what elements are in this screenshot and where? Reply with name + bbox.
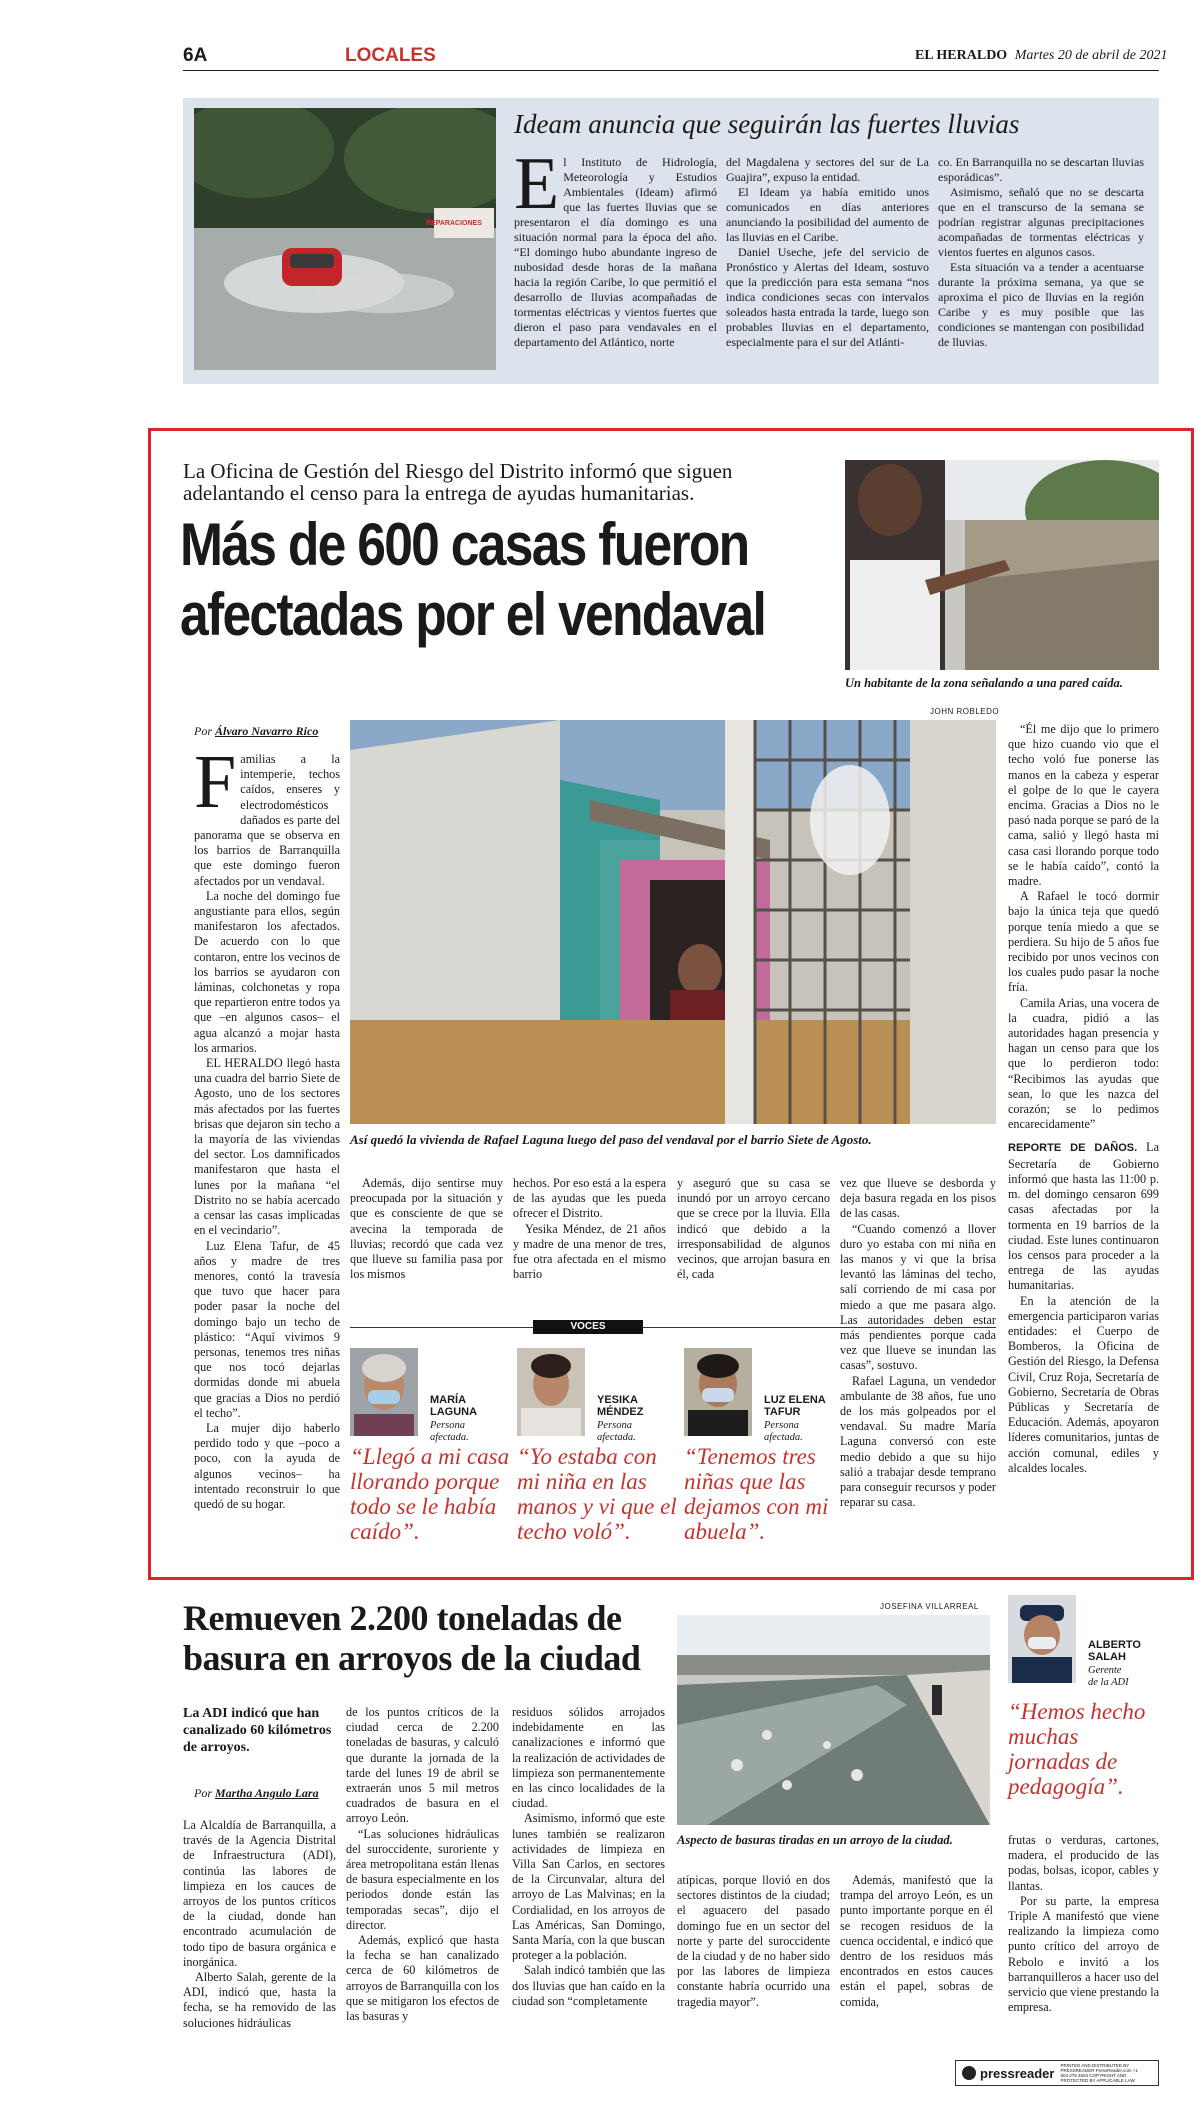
- main-byline: [194, 724, 318, 739]
- main-headline: [180, 510, 766, 650]
- voice-name: LUZ ELENA TAFUR: [764, 1394, 826, 1418]
- main-byline-author: Álvaro Navarro Rico: [215, 724, 319, 738]
- voice-quote: “Yo estaba con mi niña en las manos y vi que el techo voló”.: [517, 1444, 677, 1544]
- bottom-col-3: [512, 1705, 665, 2009]
- bottom-byline: [194, 1786, 319, 1801]
- yesika-portrait: [517, 1348, 585, 1436]
- main-photo-caption: Así quedó la vivienda de Rafael Laguna luego del paso del vendaval por el barrio Siete de Agosto.: [350, 1132, 872, 1147]
- main-col-1-p2: La noche del domingo fue angustiante para ellos, según manifestaron los afectados. De acuerdo con lo que contaron, entre los vecinos de los barrios se ayudaron con láminas, colchonetas y ropa que repartieron entre todos ya que –en algunos casos– el agua alcanzó a mojar hasta los armarios.: [194, 888, 340, 1055]
- voice-name: MARÍA LAGUNA: [430, 1394, 478, 1418]
- issue-date: Martes 20 de abril de 2021: [1014, 48, 1168, 63]
- main-col-6-p2: A Rafael le tocó dormir bajo la única teja que quedó porque tenía miedo a que se perdiera. Su hijo de 5 años fue recibido por unos vecinos con los cuales pudo pasar la noche fría.: [1008, 889, 1159, 995]
- voces-label: VOCES: [533, 1320, 643, 1334]
- bottom-headline: [183, 1598, 653, 1678]
- side-photo-illustration: [845, 460, 1159, 670]
- bottom-byline-author: Martha Angulo Lara: [215, 1786, 319, 1800]
- pressreader-badge[interactable]: [955, 2060, 1159, 2086]
- bottom-col-6: [1008, 1833, 1159, 2015]
- flooded-street-illustration: [194, 108, 496, 370]
- bottom-photo-caption: Aspecto de basuras tiradas en un arroyo de la ciudad.: [677, 1833, 953, 1847]
- main-headline-line-1: Más de 600 casas fueron: [180, 511, 749, 578]
- top-story-title: Ideam anuncia que seguirán las fuertes lluvias: [514, 109, 1020, 139]
- side-photo: [845, 460, 1159, 670]
- main-col-3-p1: hechos. Por eso está a la espera de las ayudas que les pueda ofrecer el Distrito.: [513, 1176, 666, 1221]
- main-col-6-p5: En la atención de la emergencia participaron varias entidades: el Cuerpo de Bomberos, la Oficina de Gestión del Riesgo, la Defensa Civil, Cruz Roja, Secretaría de Gobierno, Secretaría de Obras Públicas y Secretaría de Educación. Además, apoyaron líderes comunitarios, juntas de acción comunal, ediles y alcaldes locales.: [1008, 1293, 1159, 1475]
- main-col-1-p4: Luz Elena Tafur, de 45 años y madre de tres menores, contó la travesía que tuvo que hacer para poder pasar la noche del domingo bajo un techo de plástico: “Aquí vivimos 9 personas, tenemos tres niñas que nos tocó dejarlas dormidas donde mi abuela que gracias a Dios no perdió el techo”.: [194, 1238, 340, 1420]
- voice-maria: [350, 1348, 510, 1548]
- pressreader-fine-print: PRINTED AND DISTRIBUTED BY PRESSREADER PressReader.com +1 604 278 4604 COPYRIGHT AND PROTECTED BY APPLICABLE LAW: [1060, 2063, 1138, 2083]
- pressreader-logo-icon: [962, 2066, 976, 2080]
- voice-quote: “Llegó a mi casa llorando porque todo se le había caído”.: [350, 1444, 510, 1544]
- main-col-1: [194, 740, 340, 1512]
- photo-sign: REPARACIONES: [426, 220, 482, 227]
- flooded-street-photo: [194, 108, 496, 370]
- voice-yesika: [517, 1348, 677, 1548]
- bottom-col-5-p1: Además, manifestó que la trampa del arroyo León, es un punto importante porque en él se recogen residuos de la cuenca occidental, e indicó que dentro de los residuos más encontrados en estos cauces están el papel, sobras de comida,: [840, 1873, 993, 2009]
- avatar: [684, 1348, 752, 1436]
- top-col-3-p2: Asimismo, señaló que no se descarta que en el transcurso de la semana se podrían registrar algunas precipitaciones acompañadas de tormentas eléctricas y vientos fuertes en algunos casos.: [938, 185, 1144, 259]
- header-rule: [183, 70, 1159, 71]
- bottom-col-3-p2: Asimismo, informó que este lunes también se realizaron actividades de limpieza en Villa San Carlos, en sectores de la Circunvalar, altura del arroyo de Las Malvinas; en la Cordialidad, en los arroyos de Las Américas, San Domingo, Santa María, con la que buscan proteger a la población.: [512, 1811, 665, 1963]
- profile-quote: “Hemos hecho muchas jornadas de pedagogía”.: [1008, 1699, 1146, 1799]
- damage-report-subhead: REPORTE DE DAÑOS.: [1008, 1142, 1138, 1155]
- main-photo-credit: JOHN ROBLEDO: [930, 707, 1000, 716]
- top-story-col-2: [726, 155, 929, 350]
- top-col-3-p1: co. En Barranquilla no se descartan lluvias esporádicas”.: [938, 155, 1144, 184]
- main-col-1-p1: amilias a la intemperie, techos caídos, enseres y electrodomésticos dañados es parte del panorama que se observa en los barrios de Barranquilla que este domingo fueron afectados por un vendaval.: [194, 752, 340, 888]
- main-headline-line-2: afectadas por el vendaval: [180, 581, 766, 648]
- maria-portrait: [350, 1348, 418, 1436]
- avatar: [517, 1348, 585, 1436]
- main-col-4-text: y aseguró que su casa se inundó por un arroyo cercano que se crece por la lluvia. Ella indicó que debido a la irresponsabilidad de algunos vecinos, que arrojan basura en él, cada: [677, 1176, 830, 1282]
- main-col-5-p2: “Cuando comenzó a llover duro yo estaba con mi niña en las manos y vi que la brisa levantó las láminas del techo, salí corriendo de mi casa por miedo a que me pasara algo. Las autoridades deben estar más pendientes porque cada vez que llueve se inundan las casas”, sostuvo.: [840, 1221, 996, 1373]
- top-col-1-text: l Instituto de Hidrología, Meteorología y Estudios Ambientales (Ideam) afirmó que las fuertes lluvias que se presentaron el día domingo es una situación normal para la época del año. “El domingo hubo abundante ingreso de nubosidad desde horas de la mañana hacia la región Caribe, lo que permitió el desarrollo de lluvias acompañadas de tormentas eléctricas y vientos fuertes que dieron el paso para vendavales en el departamento del Atlántico, norte: [514, 155, 717, 349]
- newspaper-name: EL HERALDO: [915, 48, 1008, 63]
- main-col-1-p5: La mujer dijo haberlo perdido todo y que –poco a poco, con la ayuda de algunos vecinos– ha intentado reconstruir lo que quedó de su hogar.: [194, 1420, 340, 1511]
- top-col-3-p3: Esta situación va a tender a acentuarse durante la próxima semana, ya que se aproxima el pico de lluvias en la región Caribe y es muy posible que las condiciones se mantengan con posibilidad de lluvias.: [938, 260, 1144, 349]
- voice-luz-elena: [684, 1348, 844, 1548]
- voice-quote: “Tenemos tres niñas que las dejamos con mi abuela”.: [684, 1444, 829, 1544]
- bottom-col-4-p1: atípicas, porque llovió en dos sectores distintos de la ciudad; el aguacero del pasado domingo fue en un sector del norte y parte del suroccidente de la ciudad y de no haber sido por las labores de limpieza constante habría ocurrido una tragedia mayor”.: [677, 1873, 830, 2009]
- page-number: 6A: [183, 45, 208, 66]
- bottom-col-2-p3: Además, explicó que hasta la fecha se han canalizado cerca de 60 kilómetros de arroyos de Barranquilla con los que se mitigaron los efectos de las basuras y: [346, 1933, 499, 2024]
- voice-role: Persona afectada.: [764, 1420, 803, 1443]
- bottom-col-3-p3: Salah indicó también que las dos lluvias que han caído en la ciudad son “completamente: [512, 1963, 665, 2008]
- top-dropcap: E: [514, 143, 560, 225]
- bottom-col-2-p1: de los puntos críticos de la ciudad cerca de 2.200 toneladas de basuras, y calculó que durante la jornada de la tarde del lunes 19 de abril se extraerán unos 5 mil metros cuadrados de basura en el arroyo León.: [346, 1705, 499, 1826]
- main-col-6-p3: Camila Arias, una vocera de la cuadra, pidió a las autoridades hagan presencia y hagan un censo para que los que lo perdieron todo: “Recibimos las ayudas que sean, lo que les nazca del corazón; se lo pedimos encarecidamente”: [1008, 995, 1159, 1132]
- bottom-col-4: [677, 1873, 830, 2010]
- voice-role: Persona afectada.: [597, 1420, 636, 1443]
- avatar: [350, 1348, 418, 1436]
- top-col-2-p2: El Ideam ya había emitido unos comunicados en días anteriores anunciando la posibilidad del aumento de las lluvias en el Caribe.: [726, 185, 929, 244]
- bottom-col-6-p2: Por su parte, la empresa Triple A manifestó que viene realizando la limpieza como punto crítico del arroyo de Rebolo e invitó a los barranquilleros a hacer uso del servicio que viene prestando la empresa.: [1008, 1893, 1159, 2015]
- main-col-1-p3: EL HERALDO llegó hasta una cuadra del barrio Siete de Agosto, uno de los sectores más afectados por las fuertes brisas que dejaron sin techo a la mayoría de las viviendas del sector. Los damnificados manifestaron que hasta el lunes por la mañana “el Distrito no se había acercado a censar las casas implicadas en el vecindario”.: [194, 1056, 340, 1238]
- main-dropcap: F: [194, 740, 237, 824]
- main-col-5-p3: Rafael Laguna, un vendedor ambulante de 38 años, fue uno de los más golpeados por el vendaval. Su madre María Laguna conversó con este medio debido a que su hijo salió a trabajar desde temprano para conseguir recursos y poder reparar su casa.: [840, 1373, 996, 1510]
- side-photo-caption: Un habitante de la zona señalando a una pared caída.: [845, 676, 1123, 690]
- profile-name: ALBERTO SALAH: [1088, 1639, 1141, 1663]
- avatar: [1008, 1595, 1076, 1683]
- bottom-col-2: [346, 1705, 499, 2024]
- top-story-col-1: [514, 143, 717, 350]
- bottom-col-1: [183, 1818, 336, 2031]
- main-col-5-p1: vez que llueve se desborda y deja basura regada en los pisos de las casas.: [840, 1176, 996, 1221]
- salah-portrait: [1008, 1595, 1076, 1683]
- top-col-2-p1: del Magdalena y sectores del sur de La Guajira”, expuso la entidad.: [726, 155, 929, 184]
- main-col-6: [1008, 722, 1159, 1476]
- main-col-3-p2: Yesika Méndez, de 21 años y madre de una menor de tres, fue otra afectada en el mismo barrio: [513, 1221, 666, 1282]
- main-col-6-report: [1008, 1140, 1159, 1293]
- profile-role: Gerente de la ADI: [1088, 1665, 1129, 1688]
- main-col-6-p1: “Él me dijo que lo primero que hizo cuando vio que el techo voló fue ponerse las manos en la cabeza y esperar el golpe de lo que le cayera encima. Gracias a Dios no le pasó nada porque se paró de la cama, salió y llegó hasta mi casa casi llorando porque todo se le había caído”, contó la madre.: [1008, 722, 1159, 889]
- creek-trash-photo: [677, 1615, 990, 1825]
- top-story-col-3: [938, 155, 1144, 350]
- bottom-deck: La ADI indicó que han canalizado 60 kilómetros de arroyos.: [183, 1706, 332, 1755]
- bottom-photo-credit: JOSEFINA VILLARREAL: [880, 1602, 979, 1611]
- main-col-6-p4: La Secretaría de Gobierno informó que hasta las 11:00 p. m. del domingo censaron 699 casas afectadas por la tormenta en 19 barrios de la ciudad. Este lunes continuaron los censos para proceder a la entrega de las ayudas humanitarias.: [1008, 1140, 1159, 1293]
- damaged-house-illustration: [350, 720, 996, 1124]
- voice-role: Persona afectada.: [430, 1420, 469, 1443]
- pressreader-logo: pressreader: [980, 2065, 1055, 2081]
- main-col-2-text: Además, dijo sentirse muy preocupada por la situación y que es consciente de que se avecina la temporada de lluvias; recordó que cada vez que llueve su familia pasa por los mismos: [350, 1176, 503, 1282]
- bottom-col-1-p1: La Alcaldía de Barranquilla, a través de la Agencia Distrital de Infraestructura (ADI), continúa las labores de limpieza en los cauces de arroyos de los puntos críticos de la ciudad, donde han encontrado acumulación de todo tipo de basura orgánica e inorgánica.: [183, 1818, 336, 1969]
- bottom-col-5: [840, 1873, 993, 2010]
- voces-rule: [350, 1327, 996, 1328]
- bottom-col-2-p2: “Las soluciones hidráulicas del suroccidente, suroriente y área metropolitana están llenas de basura especialmente en los periodos donde están las temporadas secas”, dijo el director.: [346, 1826, 499, 1932]
- top-col-2-p3: Daniel Useche, jefe del servicio de Pronóstico y Alertas del Ideam, sostuvo que la predicción para esta semana “nos indica condiciones secas con intervalos soleados hasta entrada la tarde, luego son probables lluvias en el departamento, especialmente para el sur del Atlánti-: [726, 245, 929, 349]
- main-col-3: [513, 1176, 666, 1282]
- luz-elena-portrait: [684, 1348, 752, 1436]
- voice-name: YESIKA MÉNDEZ: [597, 1394, 644, 1418]
- bottom-headline-line-2: basura en arroyos de la ciudad: [183, 1638, 641, 1678]
- bottom-headline-line-1: Remueven 2.200 toneladas de: [183, 1598, 622, 1638]
- bottom-col-3-p1: residuos sólidos arrojados indebidamente en las canalizaciones e informó que la realización de actividades de limpieza son permanentemente en las cinco localidades de la ciudad.: [512, 1705, 665, 1811]
- masthead: [915, 48, 1168, 64]
- main-col-4: [677, 1176, 830, 1282]
- bottom-col-6-p1: frutas o verduras, cartones, madera, el producido de las podas, bolsas, icopor, cables y llantas.: [1008, 1833, 1159, 1893]
- bottom-byline-prefix: Por: [194, 1786, 212, 1800]
- main-byline-prefix: Por: [194, 724, 212, 738]
- main-kicker: La Oficina de Gestión del Riesgo del Distrito informó que siguen adelantando el censo para la entrega de ayudas humanitarias.: [183, 459, 733, 505]
- main-col-5: [840, 1176, 996, 1510]
- creek-trash-illustration: [677, 1615, 990, 1825]
- main-col-2: [350, 1176, 503, 1282]
- salah-profile: [1008, 1595, 1159, 1825]
- main-photo: [350, 720, 996, 1124]
- section-label: LOCALES: [345, 45, 436, 66]
- bottom-col-1-p2: Alberto Salah, gerente de la ADI, indicó que, hasta la fecha, se ha removido de las soluciones hidráulicas: [183, 1970, 336, 2030]
